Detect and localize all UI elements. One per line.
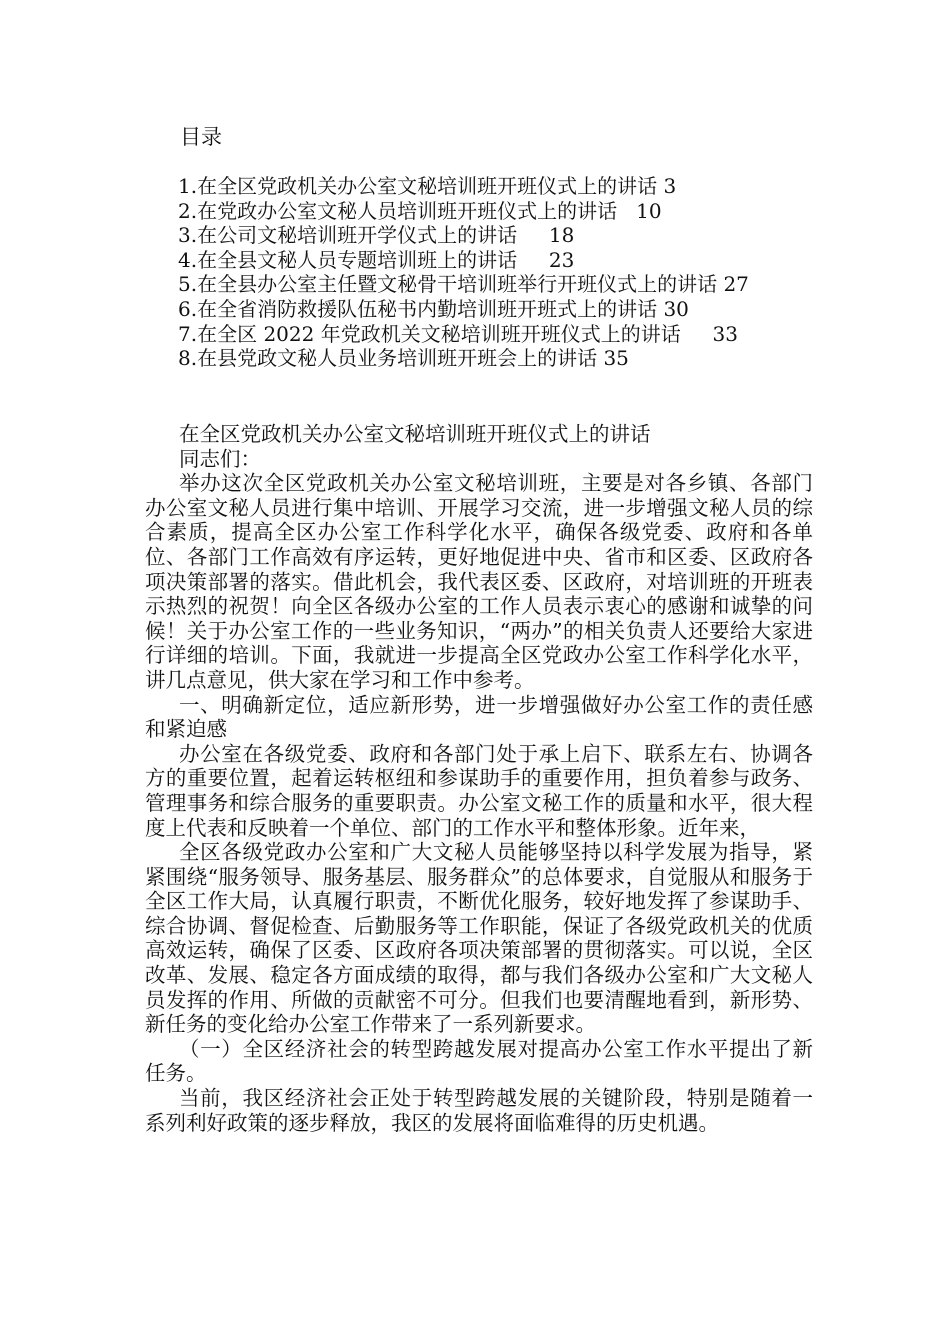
subsection-heading: （一）全区经济社会的转型跨越发展对提高办公室工作水平提出了新任务。 — [145, 1036, 813, 1086]
toc-item: 3.在公司文秘培训班开学仪式上的讲话 18 — [178, 223, 575, 248]
toc-item: 2.在党政办公室文秘人员培训班开班仪式上的讲话 10 — [178, 198, 662, 223]
article-paragraph: 举办这次全区党政机关办公室文秘培训班，主要是对各乡镇、各部门办公室文秘人员进行集中培训、开展学习交流，进一步增强文秘人员的综合素质，提高全区办公室工作科学化水平，确保各级党委、政府和各单位、各部门工作高效有序运转，更好地促进中央、省市和区委、区政府各项决策部署的落实。借此机会，我代表区委、区政府，对培训班的开班表示热烈的祝贺！向全区各级办公室的工作人员表示衷心的感谢和诚挚的问候！关于办公室工作的一些业务知识，“两办”的相关负责人还要给大家进行详细的培训。下面，我就进一步提高全区党政办公室工作科学化水平，讲几点意见，供大家在学习和工作中参考。 — [145, 471, 813, 692]
toc-item: 7.在全区 2022 年党政机关文秘培训班开班仪式上的讲话 33 — [178, 321, 738, 346]
toc-title: 目录 — [180, 125, 222, 149]
article-body — [145, 422, 813, 1135]
article-heading: 在全区党政机关办公室文秘培训班开班仪式上的讲话 — [179, 422, 651, 446]
table-of-contents — [178, 174, 878, 371]
toc-item: 1.在全区党政机关办公室文秘培训班开班仪式上的讲话 3 — [178, 174, 677, 198]
toc-item: 5.在全县办公室主任暨文秘骨干培训班举行开班仪式上的讲话 27 — [178, 272, 749, 297]
article-paragraph: 当前，我区经济社会正处于转型跨越发展的关键阶段，特别是随着一系列利好政策的逐步释放，我区的发展将面临难得的历史机遇。 — [145, 1086, 813, 1135]
article-greeting: 同志们： — [179, 446, 261, 471]
toc-item: 8.在县党政文秘人员业务培训班开班会上的讲话 35 — [178, 346, 629, 371]
article-paragraph: 办公室在各级党委、政府和各部门处于承上启下、联系左右、协调各方的重要位置，起着运转枢纽和参谋助手的重要作用，担负着参与政务、管理事务和综合服务的重要职责。办公室文秘工作的质量和水平，很大程度上代表和反映着一个单位、部门的工作水平和整体形象。近年来， — [145, 741, 813, 840]
toc-item: 6.在全省消防救援队伍秘书内勤培训班开班式上的讲话 30 — [178, 296, 689, 321]
toc-item: 4.在全县文秘人员专题培训班上的讲话 23 — [178, 247, 575, 272]
section-heading: 一、明确新定位，适应新形势，进一步增强做好办公室工作的责任感和紧迫感 — [145, 692, 813, 742]
article-paragraph: 全区各级党政办公室和广大文秘人员能够坚持以科学发展为指导，紧紧围绕“服务领导、服务基层、服务群众”的总体要求，自觉服从和服务于全区工作大局，认真履行职责，不断优化服务，较好地发挥了参谋助手、综合协调、督促检查、后勤服务等工作职能，保证了各级党政机关的优质高效运转，确保了区委、区政府各项决策部署的贯彻落实。可以说，全区改革、发展、稳定各方面成绩的取得，都与我们各级办公室和广大文秘人员发挥的作用、所做的贡献密不可分。但我们也要清醒地看到，新形势、新任务的变化给办公室工作带来了一系列新要求。 — [145, 840, 813, 1037]
